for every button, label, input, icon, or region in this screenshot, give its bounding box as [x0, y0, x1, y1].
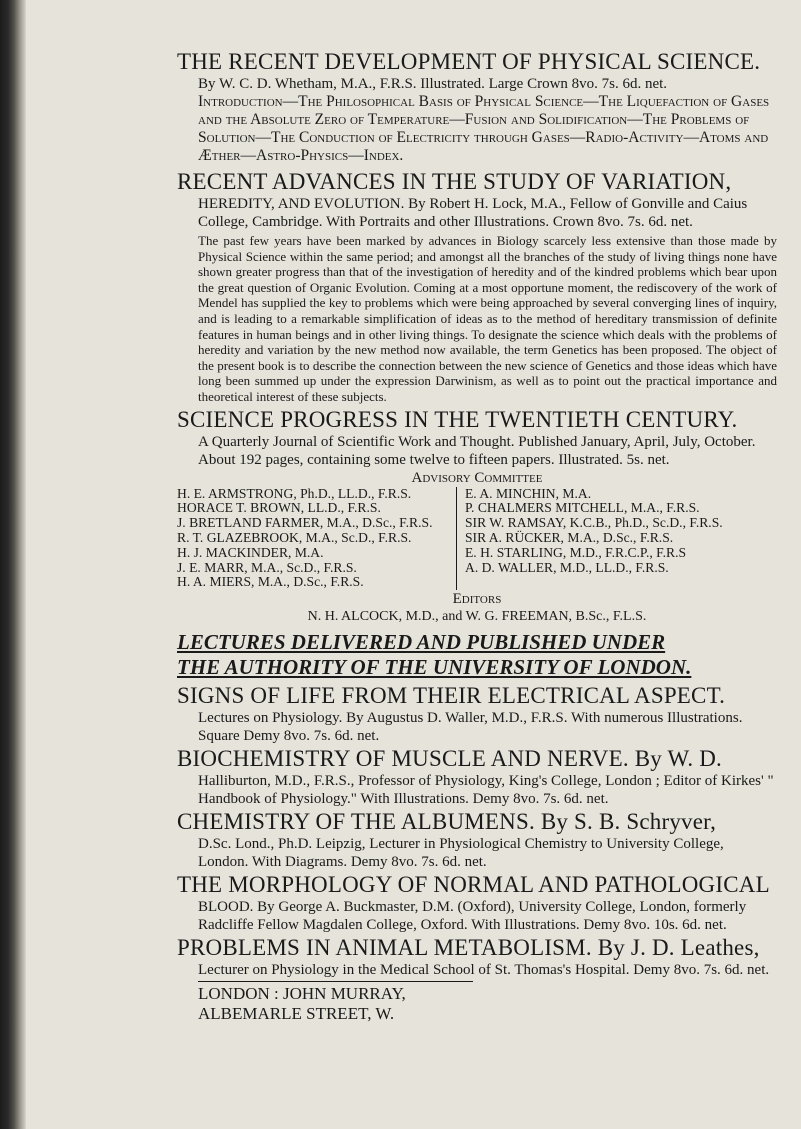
committee-member: J. BRETLAND FARMER, M.A., D.Sc., F.R.S. — [177, 515, 433, 531]
committee-member: HORACE T. BROWN, LL.D., F.R.S. — [177, 500, 381, 516]
book1-contents: Introduction—The Philosophical Basis of Physical Science—The Liquefaction of Gases and the Absolute Zero of Temperature—Fusion and Solidification—The Problems of Solution—The Conduction of Electricity through Gases—Radio-Activity—Atoms and Æther—Astro-Physics—Index. — [198, 93, 770, 164]
committee-member: H. A. MIERS, M.A., D.Sc., F.R.S. — [177, 574, 364, 590]
committee-member: H. J. MACKINDER, M.A. — [177, 544, 324, 560]
editors-names: N. H. ALCOCK, M.D., and W. G. FREEMAN, B.Sc., F.L.S. — [307, 609, 647, 625]
committee-member: SIR A. RÜCKER, M.A., D.Sc., F.R.S. — [465, 529, 674, 545]
publisher-imprint: LONDON : JOHN MURRAY, ALBEMARLE STREET, W. — [198, 981, 473, 1024]
committee-member: H. E. ARMSTRONG, Ph.D., LL.D., F.R.S. — [177, 485, 412, 501]
committee-member: SIR W. RAMSAY, K.C.B., Ph.D., Sc.D., F.R.S. — [465, 515, 723, 531]
journal-title: SCIENCE PROGRESS IN THE TWENTIETH CENTURY. — [177, 406, 738, 432]
committee-right-column — [457, 487, 765, 591]
book1-description: By W. C. D. Whetham, M.A., F.R.S. Illustrated. Large Crown 8vo. 7s. 6d. net. — [198, 76, 668, 92]
committee-member: A. D. WALLER, M.D., LL.D., F.R.S. — [465, 559, 669, 575]
committee-member: E. H. STARLING, M.D., F.R.C.P., F.R.S — [465, 544, 687, 560]
committee-member: R. T. GLAZEBROOK, M.A., Sc.D., F.R.S. — [177, 529, 412, 545]
committee-member: J. E. MARR, M.A., Sc.D., F.R.S. — [177, 559, 357, 575]
advertisement-page — [177, 48, 777, 1024]
committee-member: E. A. MINCHIN, M.A. — [465, 485, 592, 501]
lecture-title: SIGNS OF LIFE FROM THEIR ELECTRICAL ASPECT. — [177, 683, 726, 709]
book-spine-shadow — [0, 0, 26, 1129]
book2-blurb: The past few years have been marked by advances in Biology scarcely less extensive than those made by Physical Science within the same period; and amongst all the branches of the study of living things none have shown greater progress than that of the investigation of heredity and of the kindred problems which bear upon the great question of Organic Evolution. Coming at a most opportune moment, the rediscovery of the work of Mendel has supplied the key to problems which were being approached by several converging lines of inquiry, and is leading to a remarkable simplification of ideas as to the method of hereditary transmission of definite features in human beings and in other living things. To designate the science which deals with the problems of heredity and variation by the new method now available, the term Genetics has been proposed. The object of the present book is to describe the connection between the new science of Genetics and those ideas which have long been summed up under the expression Darwinism, as well as to point out the practical importance and theoretical interest of these subjects. — [198, 233, 777, 404]
footer-block — [177, 981, 777, 1024]
lecture-title: PROBLEMS IN ANIMAL METABOLISM. By J. D. Leathes, — [177, 935, 760, 961]
section-heading-line1: LECTURES DELIVERED AND PUBLISHED UNDER — [177, 630, 666, 655]
editors-heading: Editors — [452, 591, 502, 608]
lecture-title: THE MORPHOLOGY OF NORMAL AND PATHOLOGICAL — [177, 872, 770, 898]
book2-title: RECENT ADVANCES IN THE STUDY OF VARIATION, — [177, 169, 732, 194]
committee-member: P. CHALMERS MITCHELL, M.A., F.R.S. — [465, 500, 700, 516]
section-heading-line2: THE AUTHORITY OF THE UNIVERSITY OF LONDON. — [177, 655, 692, 680]
lecture-title: BIOCHEMISTRY OF MUSCLE AND NERVE. By W. D. — [177, 746, 722, 772]
lecture-description: Lecturer on Physiology in the Medical School of St. Thomas's Hospital. Demy 8vo. 7s. 6d. net. — [198, 962, 770, 979]
advisory-committee-list — [177, 487, 777, 591]
advisory-committee-heading: Advisory Committee — [411, 469, 543, 486]
committee-left-column — [177, 487, 457, 591]
lecture-description: Lectures on Physiology. By Augustus D. Waller, M.D., F.R.S. With numerous Illustrations. Square Demy 8vo. 7s. 6d. net. — [198, 710, 743, 745]
book1-title: THE RECENT DEVELOPMENT OF PHYSICAL SCIENCE. — [177, 49, 761, 74]
lecture-title: CHEMISTRY OF THE ALBUMENS. By S. B. Schryver, — [177, 809, 717, 835]
journal-description: A Quarterly Journal of Scientific Work and Thought. Published January, April, July, October. About 192 pages, containing some twelve to fifteen papers. Illustrated. 5s. net. — [198, 433, 756, 468]
lecture-description: Halliburton, M.D., F.R.S., Professor of Physiology, King's College, London ; Editor of Kirkes' " Handbook of Physiology." With Illustrations. Demy 8vo. 7s. 6d. net. — [198, 773, 774, 808]
lecture-description: D.Sc. Lond., Ph.D. Leipzig, Lecturer in Physiological Chemistry to University College, London. With Diagrams. Demy 8vo. 7s. 6d. net. — [198, 836, 724, 871]
book2-description: HEREDITY, AND EVOLUTION. By Robert H. Lock, M.A., Fellow of Gonville and Caius College, Cambridge. With Portraits and other Illustrations. Crown 8vo. 7s. 6d. net. — [198, 196, 748, 230]
lecture-description: BLOOD. By George A. Buckmaster, D.M. (Oxford), University College, London, formerly Radcliffe Fellow Magdalen College, Oxford. With Illustrations. Demy 8vo. 10s. 6d. net. — [198, 899, 747, 934]
